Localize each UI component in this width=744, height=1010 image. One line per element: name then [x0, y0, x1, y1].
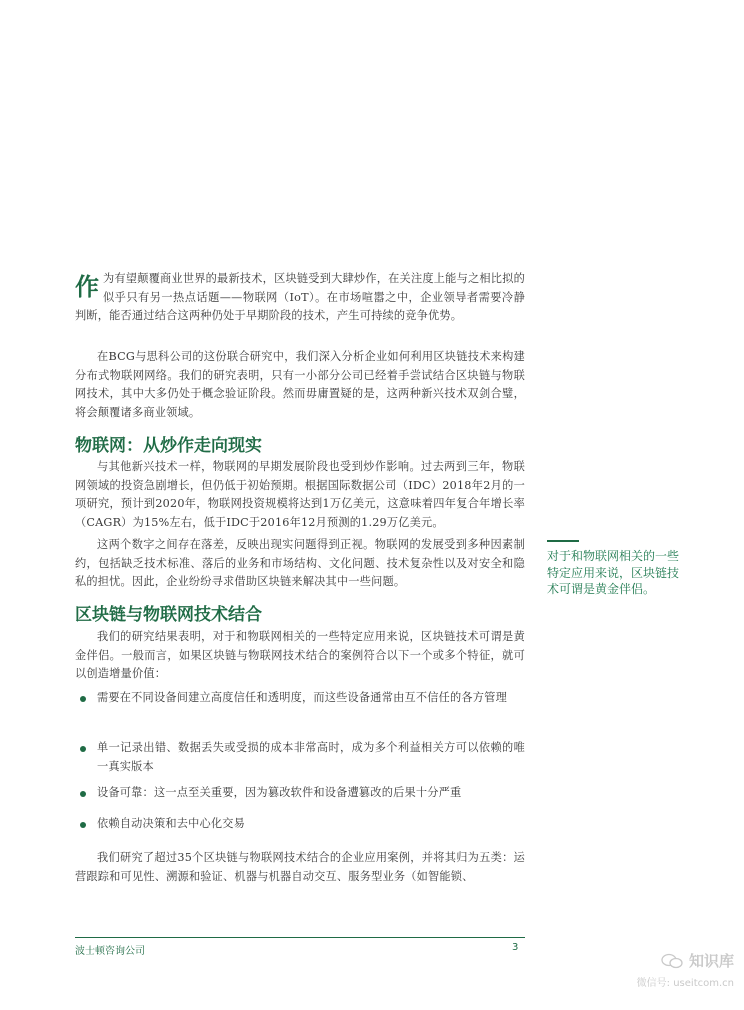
list-item-text: 需要在不同设备间建立高度信任和透明度，而这些设备通常由互不信任的各方管理: [97, 691, 507, 704]
list-item: [75, 689, 525, 708]
watermark-brand: 知识库: [688, 952, 734, 970]
list-item: [75, 739, 525, 776]
section2-paragraph-2: 我们研究了超过35个区块链与物联网技术结合的企业应用案例，并将其归为五类：运营跟踪和可见性、溯源和验证、机器与机器自动交互、服务型业务（如智能锁、: [75, 851, 525, 883]
watermark: [637, 950, 734, 989]
list-item-text: 依赖自动决策和去中心化交易: [97, 817, 246, 830]
section1-paragraph-2: 这两个数字之间存在落差，反映出现实问题得到正视。物联网的发展受到多种因素制约，包括缺乏技术标准、落后的业务和市场结构、文化问题、技术复杂性以及对安全和隐私的担忧。因此，企业纷纷寻求借助区块链来解决其中一些问题。: [75, 538, 525, 588]
list-item: [75, 784, 525, 803]
footer-company: 波士顿咨询公司: [75, 946, 145, 957]
footer-divider: [75, 937, 525, 938]
list-item-text: 设备可靠：这一点至关重要，因为篡改软件和设备遭篡改的后果十分严重: [97, 786, 462, 799]
chat-bubble-icon: [661, 953, 683, 969]
sidebar-rule: [547, 540, 579, 542]
intro-paragraph: [75, 270, 525, 326]
bullet-dot-icon: [80, 822, 86, 828]
watermark-sub: 微信号: useitcom.cn: [636, 978, 734, 989]
body-paragraph-2: 在BCG与思科公司的这份联合研究中，我们深入分析企业如何利用区块链技术来构建分布式物联网网络。我们的研究表明，只有一小部分公司已经着手尝试结合区块链与物联网技术，其中大多仍处于概念验证阶段。然而毋庸置疑的是，这两种新兴技术双剑合璧，将会颠覆诸多商业领域。: [75, 350, 525, 419]
list-item-text: 单一记录出错、数据丢失或受损的成本非常高时，成为多个利益相关方可以依赖的唯一真实版本: [97, 741, 525, 773]
page-number: 3: [512, 942, 519, 953]
section-heading-blockchain-iot: 区块链与物联网技术结合: [75, 605, 262, 625]
bullet-dot-icon: [80, 696, 86, 702]
section-heading-iot: 物联网：从炒作走向现实: [75, 436, 262, 456]
drop-cap: 作: [75, 273, 99, 301]
sidebar-pull-quote: 对于和物联网相关的一些特定应用来说，区块链技术可谓是黄金伴侣。: [547, 549, 680, 596]
section1-paragraph-1: 与其他新兴技术一样，物联网的早期发展阶段也受到炒作影响。过去两到三年，物联网领域的投资急剧增长，但仍低于初始预期。根据国际数据公司（IDC）2018年2月的一项研究，预计到2020年，物联网投资规模将达到1万亿美元，这意味着四年复合年增长率（CAGR）为15%左右，低于IDC于2016年12月预测的1.29万亿美元。: [75, 460, 525, 529]
bullet-dot-icon: [80, 791, 86, 797]
intro-text: 为有望颠覆商业世界的最新技术，区块链受到大肆炒作，在关注度上能与之相比拟的似乎只有另一热点话题——物联网（IoT）。在市场喧嚣之中，企业领导者需要冷静判断，能否通过结合这两种仍处于早期阶段的技术，产生可持续的竞争优势。: [75, 272, 525, 322]
bullet-dot-icon: [80, 746, 86, 752]
list-item: [75, 815, 525, 834]
section2-paragraph-1: 我们的研究结果表明，对于和物联网相关的一些特定应用来说，区块链技术可谓是黄金伴侣。一般而言，如果区块链与物联网技术结合的案例符合以下一个或多个特征，就可以创造增量价值：: [75, 630, 525, 680]
